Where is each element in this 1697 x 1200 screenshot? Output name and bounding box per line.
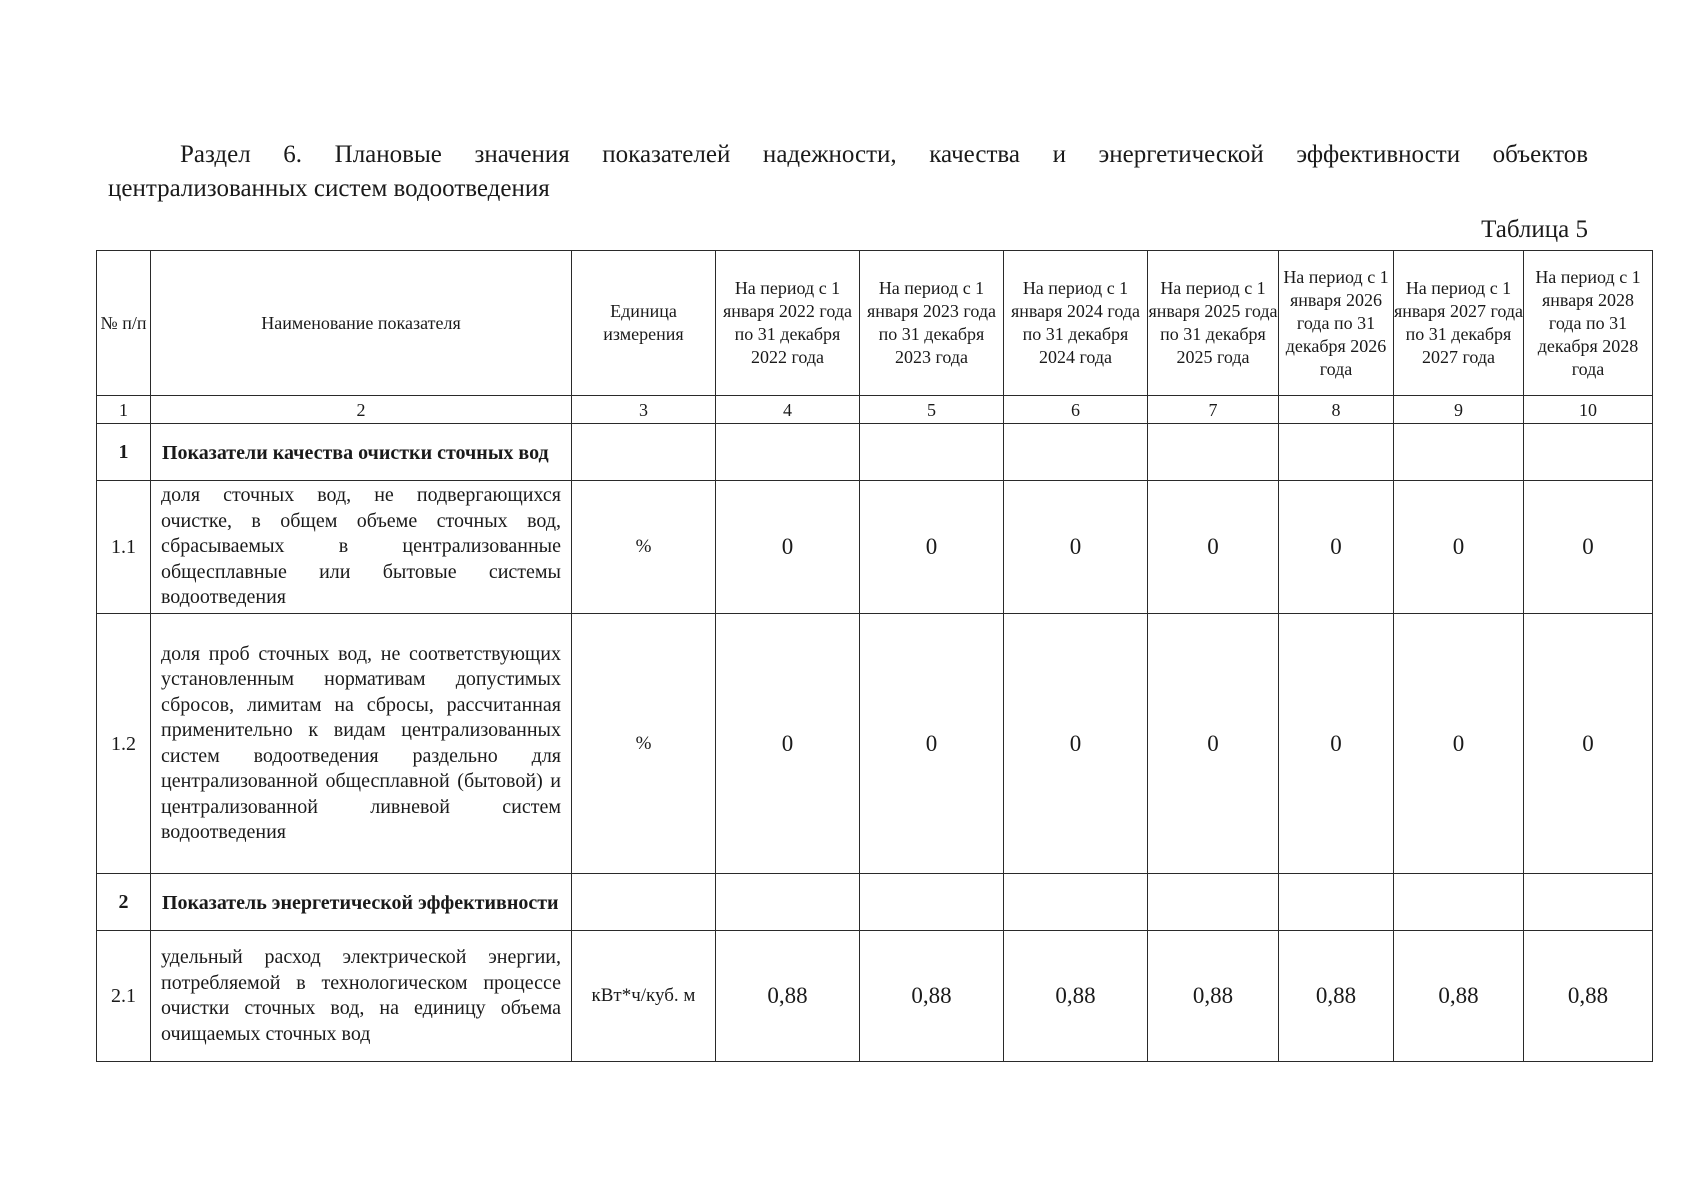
row-value: 0 (1524, 614, 1653, 874)
indicators-table (96, 250, 1653, 1062)
row-value: 0 (860, 481, 1004, 614)
row-number: 2.1 (97, 931, 151, 1062)
row-value: 0,88 (1148, 931, 1279, 1062)
row-unit (572, 874, 716, 931)
row-value (1004, 424, 1148, 481)
row-value: 0 (1004, 481, 1148, 614)
header-period-2022: На период с 1 января 2022 года по 31 декабря 2022 года (716, 251, 860, 396)
row-unit: % (572, 481, 716, 614)
column-number: 2 (151, 396, 572, 424)
row-value (860, 874, 1004, 931)
header-period-2023: На период с 1 января 2023 года по 31 декабря 2023 года (860, 251, 1004, 396)
row-unit (572, 424, 716, 481)
header-unit: Единица измерения (572, 251, 716, 396)
header-period-2027: На период с 1 января 2027 года по 31 декабря 2027 года (1394, 251, 1524, 396)
column-number: 7 (1148, 396, 1279, 424)
row-value (1394, 424, 1524, 481)
row-value: 0,88 (1004, 931, 1148, 1062)
row-number: 2 (97, 874, 151, 931)
row-value: 0 (716, 614, 860, 874)
column-number: 4 (716, 396, 860, 424)
row-value (1148, 874, 1279, 931)
row-unit: кВт*ч/куб. м (572, 931, 716, 1062)
row-value: 0,88 (1524, 931, 1653, 1062)
row-value: 0 (1394, 481, 1524, 614)
row-value: 0 (1524, 481, 1653, 614)
row-number: 1.2 (97, 614, 151, 874)
header-name: Наименование показателя (151, 251, 572, 396)
row-value: 0 (1148, 481, 1279, 614)
section-title: Показатель энергетической эффективности (151, 874, 572, 931)
section-heading-line-2: централизованных систем водоотведения (108, 175, 550, 202)
row-unit: % (572, 614, 716, 874)
section-title: Показатели качества очистки сточных вод (151, 424, 572, 481)
column-number: 6 (1004, 396, 1148, 424)
column-number: 9 (1394, 396, 1524, 424)
row-value (860, 424, 1004, 481)
row-value (1148, 424, 1279, 481)
row-value (1394, 874, 1524, 931)
header-no: № п/п (97, 251, 151, 396)
section-heading (108, 138, 1588, 206)
column-number: 5 (860, 396, 1004, 424)
row-value (716, 874, 860, 931)
table-row-section-2 (97, 874, 1653, 931)
row-value: 0 (1148, 614, 1279, 874)
indicator-name: доля проб сточных вод, не соответствующих установленным нормативам допустимых сбросов, лимитам на сбросы, рассчитанная применительно к видам централизованных систем водоотведения раздельно для централизованной общесплавной (бытовой) и централизованной ливневой систем водоотведения (151, 614, 572, 874)
row-value (1004, 874, 1148, 931)
row-value (1279, 424, 1394, 481)
header-period-2028: На период с 1 января 2028 года по 31 декабря 2028 года (1524, 251, 1653, 396)
section-heading-line-1: Раздел 6. Плановые значения показателей надежности, качества и энергетической эффективности объектов (180, 141, 1588, 168)
header-period-2025: На период с 1 января 2025 года по 31 декабря 2025 года (1148, 251, 1279, 396)
row-value: 0 (860, 614, 1004, 874)
row-value: 0 (1279, 614, 1394, 874)
row-value: 0,88 (860, 931, 1004, 1062)
column-number: 10 (1524, 396, 1653, 424)
row-value: 0 (716, 481, 860, 614)
header-period-2024: На период с 1 января 2024 года по 31 декабря 2024 года (1004, 251, 1148, 396)
row-value (1279, 874, 1394, 931)
row-value: 0,88 (1394, 931, 1524, 1062)
row-value: 0 (1394, 614, 1524, 874)
indicator-name: доля сточных вод, не подвергающихся очистке, в общем объеме сточных вод, сбрасываемых в централизованные общесплавные или бытовые системы водоотведения (151, 481, 572, 614)
indicator-name: удельный расход электрической энергии, потребляемой в технологическом процессе очистки сточных вод, на единицу объема очищаемых сточных вод (151, 931, 572, 1062)
column-number: 8 (1279, 396, 1394, 424)
column-number: 3 (572, 396, 716, 424)
row-value: 0 (1279, 481, 1394, 614)
table-row-section-1 (97, 424, 1653, 481)
column-number: 1 (97, 396, 151, 424)
row-value (1524, 424, 1653, 481)
row-number: 1.1 (97, 481, 151, 614)
table-caption: Таблица 5 (1481, 216, 1588, 243)
row-number: 1 (97, 424, 151, 481)
header-period-2026: На период с 1 января 2026 года по 31 декабря 2026 года (1279, 251, 1394, 396)
table-row-1-2 (97, 614, 1653, 874)
row-value (716, 424, 860, 481)
table-header-row (97, 251, 1653, 396)
row-value: 0,88 (1279, 931, 1394, 1062)
row-value: 0 (1004, 614, 1148, 874)
row-value: 0,88 (716, 931, 860, 1062)
table-row-2-1 (97, 931, 1653, 1062)
table-row-1-1 (97, 481, 1653, 614)
row-value (1524, 874, 1653, 931)
column-number-row (97, 396, 1653, 424)
